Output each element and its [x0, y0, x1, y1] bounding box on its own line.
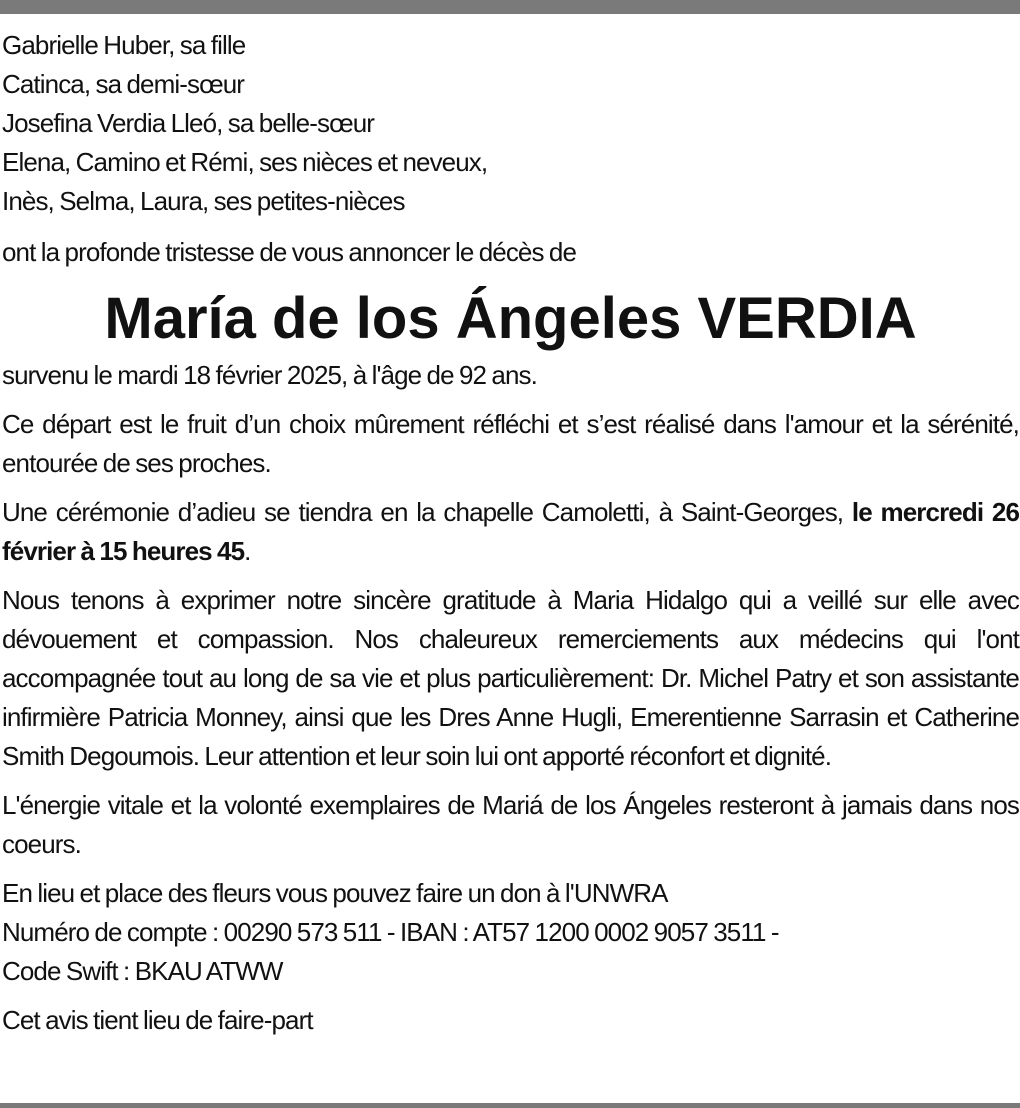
family-list [2, 26, 1019, 221]
ceremony-paragraph [2, 493, 1019, 571]
closing-line: Cet avis tient lieu de faire-part [2, 1005, 313, 1035]
paragraph-thanks: Nous tenons à exprimer notre sincère gratitude à Maria Hidalgo qui a veillé sur elle avec dévouement et compassion. Nos chaleureux remerciements aux médecins qui l'ont accompagnée tout au long de sa vie et plus particulièrement: Dr. Michel Patry et son assistante infirmière Patricia Monney, ainsi que les Dres Anne Hugli, Emerentienne Sarrasin et Catherine Smith Degoumois. Leur attention et leur soin lui ont apporté réconfort et dignité. [2, 585, 1019, 771]
obituary-notice [2, 26, 1019, 1040]
top-rule [0, 0, 1020, 14]
announcement-intro: ont la profonde tristesse de vous annoncer le décès de [2, 237, 577, 267]
swift-line: Code Swift : BKAU ATWW [2, 956, 283, 986]
ceremony-date: le mercredi 26 février à 15 heures 45 [2, 497, 1020, 566]
account-line: Numéro de compte : 00290 573 511 - IBAN : AT57 1200 0002 9057 3511 - [2, 917, 779, 947]
death-info: survenu le mardi 18 février 2025, à l'âge de 92 ans. [2, 360, 537, 390]
donation-line: En lieu et place des fleurs vous pouvez faire un don à l'UNWRA [2, 878, 668, 908]
family-line: Inès, Selma, Laura, ses petites-nièces [2, 186, 405, 216]
family-line: Catinca, sa demi-sœur [2, 69, 245, 99]
ceremony-text: Une cérémonie d’adieu se tiendra en la chapelle Camoletti, à Saint-Georges, [2, 497, 844, 527]
paragraph-energy: L'énergie vitale et la volonté exemplaires de Mariá de los Ángeles resteront à jamais dans nos coeurs. [2, 790, 1019, 859]
family-line: Josefina Verdia Lleó, sa belle-sœur [2, 108, 375, 138]
family-line: Gabrielle Huber, sa fille [2, 30, 246, 60]
bottom-rule [0, 1103, 1020, 1108]
deceased-name: María de los Ángeles VERDIA [104, 286, 917, 351]
paragraph-choice: Ce départ est le fruit d’un choix mûrement réfléchi et s’est réalisé dans l'amour et la sérénité, entourée de ses proches. [2, 409, 1019, 478]
ceremony-end: . [244, 536, 251, 566]
donation-block [2, 874, 1019, 991]
family-line: Elena, Camino et Rémi, ses nièces et neveux, [2, 147, 488, 177]
